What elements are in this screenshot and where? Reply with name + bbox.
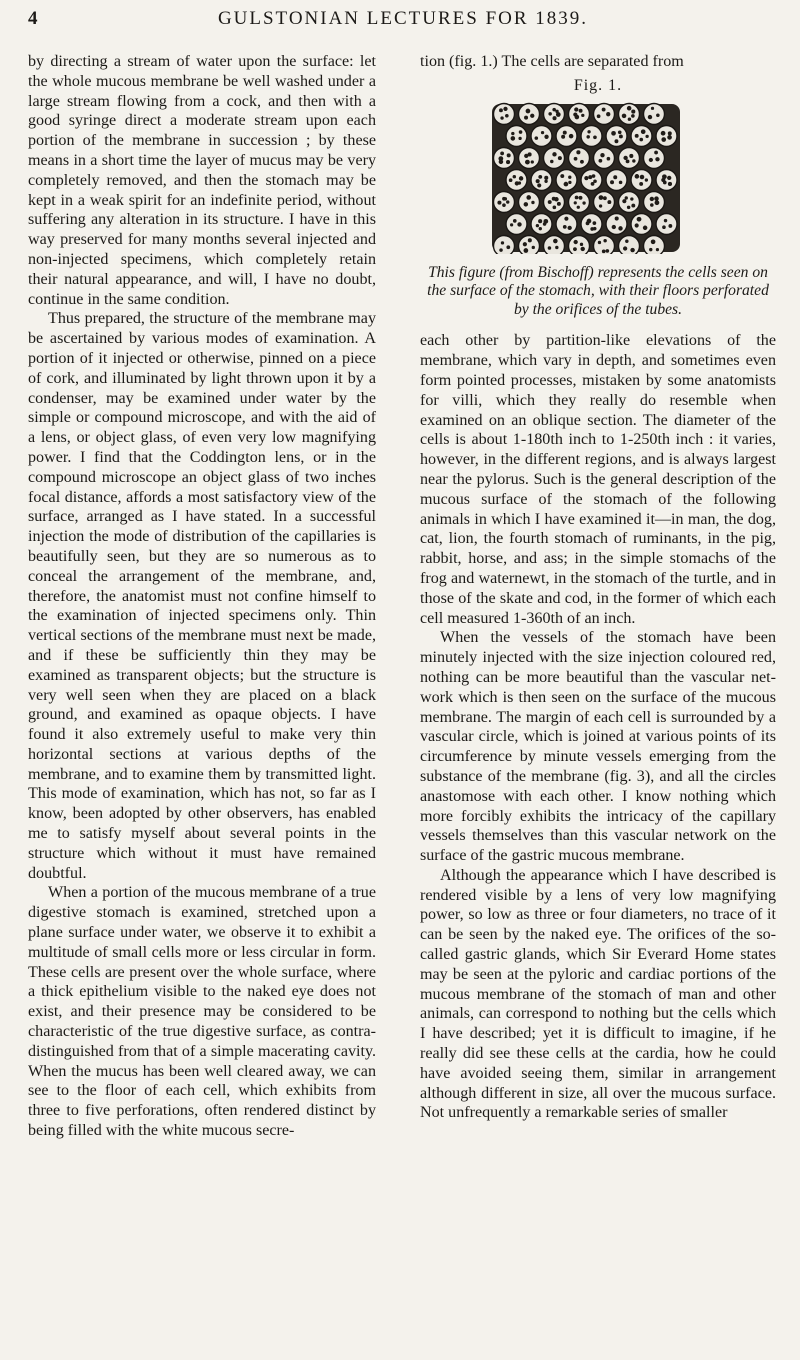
cell-floor-perforation — [598, 240, 601, 243]
cell-floor-perforation — [650, 196, 654, 200]
cell-floor-perforation — [603, 196, 607, 200]
cell-floor-perforation — [587, 218, 592, 223]
cell-floor-perforation — [648, 114, 652, 118]
cell-floor-perforation — [639, 137, 643, 141]
gastric-cell — [594, 103, 615, 124]
cell-floor-perforation — [580, 242, 583, 245]
cell-floor-perforation — [539, 227, 542, 230]
cell-floor-perforation — [668, 224, 672, 228]
cell-floor-perforation — [511, 131, 514, 134]
cell-floor-perforation — [639, 182, 643, 186]
gastric-cell — [594, 147, 615, 168]
gastric-cell — [644, 103, 665, 124]
cell-floor-perforation — [579, 195, 583, 199]
cell-floor-perforation — [574, 239, 578, 243]
cell-floor-perforation — [531, 200, 534, 203]
gastric-cell — [519, 191, 540, 212]
cell-floor-perforation — [588, 175, 592, 179]
cell-floor-perforation — [510, 223, 513, 226]
cell-floor-perforation — [573, 247, 577, 251]
cell-floor-perforation — [649, 248, 652, 251]
gastric-cell — [506, 213, 527, 234]
cell-floor-perforation — [538, 219, 542, 223]
gastric-cell — [656, 169, 677, 190]
cell-floor-perforation — [607, 200, 611, 204]
cell-floor-perforation — [630, 197, 633, 200]
cell-floor-perforation — [667, 175, 671, 179]
cell-floor-perforation — [592, 174, 596, 178]
cell-floor-perforation — [563, 225, 567, 229]
cell-floor-perforation — [651, 239, 656, 244]
gastric-cell — [494, 103, 515, 124]
cell-floor-perforation — [528, 152, 532, 156]
cell-floor-perforation — [528, 238, 532, 242]
cell-floor-perforation — [627, 106, 632, 111]
cell-floor-perforation — [579, 108, 583, 112]
gastric-cell — [631, 213, 652, 234]
cell-floor-perforation — [577, 205, 580, 208]
cell-floor-perforation — [530, 113, 534, 117]
cell-floor-perforation — [544, 175, 548, 179]
gastric-cell — [606, 169, 627, 190]
cell-floor-perforation — [603, 239, 606, 242]
gastric-cell — [494, 147, 515, 168]
cell-floor-perforation — [548, 200, 552, 204]
cell-floor-perforation — [538, 175, 542, 179]
paragraph: When the vessels of the stomach have been minutely injected with the size injection coloured red, nothing can be more beautiful than the vascular net-work which is then seen on the surface of the mucous membrane. The margin of each cell is surrounded by a vascular circle, which is joined at various points of its circumference by minute vessels emerging from the substance of the membrane (fig. 3), and all the circles anastomose with each other. I know nothing which more forcibly exhibits the intricacy of the capillary vessels themselves than this vascular network on the surface of the gastric mucous membrane. — [420, 629, 776, 865]
cell-floor-perforation — [581, 113, 584, 116]
cell-floor-perforation — [536, 179, 540, 183]
cell-floor-perforation — [637, 216, 642, 221]
cell-floor-perforation — [610, 180, 614, 184]
cell-floor-perforation — [544, 134, 548, 138]
cell-floor-perforation — [586, 135, 589, 138]
cell-floor-perforation — [656, 113, 660, 117]
gastric-cell — [619, 235, 640, 254]
gastric-cell — [581, 169, 602, 190]
cell-floor-perforation — [552, 116, 556, 120]
cell-floor-perforation — [655, 157, 659, 161]
page-header — [28, 8, 778, 38]
gastric-cell — [569, 191, 590, 212]
cell-floor-perforation — [593, 135, 597, 139]
cell-floor-perforation — [523, 242, 527, 246]
running-title: GULSTONIAN LECTURES FOR 1839. — [217, 8, 589, 29]
cell-floor-perforation — [625, 196, 628, 199]
gastric-cell — [594, 191, 615, 212]
cell-floor-perforation — [519, 176, 523, 180]
cell-floor-perforation — [627, 205, 630, 208]
cell-floor-perforation — [555, 245, 558, 248]
gastric-cell — [544, 191, 565, 212]
cell-floor-perforation — [517, 222, 521, 226]
gastric-cell — [631, 169, 652, 190]
cell-floor-perforation — [568, 175, 571, 178]
cell-floor-perforation — [536, 224, 539, 227]
gastric-cell — [519, 235, 540, 254]
cell-floor-perforation — [602, 249, 606, 253]
cell-floor-perforation — [641, 129, 646, 134]
cell-floor-perforation — [615, 216, 619, 220]
cell-floor-perforation — [597, 114, 601, 118]
cell-floor-perforation — [506, 245, 510, 249]
cell-floor-perforation — [612, 224, 616, 228]
cell-floor-perforation — [575, 195, 579, 199]
cell-floor-perforation — [662, 225, 666, 229]
cell-floor-perforation — [623, 155, 627, 159]
cell-floor-perforation — [606, 249, 610, 253]
cell-floor-perforation — [558, 156, 562, 160]
cell-floor-perforation — [553, 238, 558, 243]
cell-floor-perforation — [497, 200, 501, 204]
gastric-cell — [606, 125, 627, 146]
cell-floor-perforation — [563, 130, 567, 134]
figure-gastric-cells — [490, 102, 682, 254]
cell-floor-perforation — [651, 106, 654, 109]
gastric-cell — [531, 213, 552, 234]
cell-floor-perforation — [526, 108, 531, 113]
cell-floor-perforation — [619, 134, 623, 138]
cell-floor-perforation — [614, 139, 618, 143]
cell-floor-perforation — [532, 245, 535, 248]
cell-floor-perforation — [574, 156, 578, 160]
cell-floor-perforation — [581, 246, 585, 250]
cell-floor-perforation — [591, 182, 595, 186]
figure-label: Fig. 1. — [573, 76, 623, 94]
cell-floor-perforation — [632, 159, 635, 162]
gastric-cell — [544, 103, 565, 124]
cell-floor-perforation — [519, 130, 523, 134]
cell-floor-perforation — [599, 204, 602, 207]
gastric-cell — [581, 125, 602, 146]
cell-floor-perforation — [544, 179, 547, 182]
cell-floor-perforation — [553, 205, 557, 209]
cell-floor-perforation — [640, 174, 645, 179]
gastric-cell — [644, 191, 665, 212]
gastric-cell — [581, 213, 602, 234]
cell-floor-perforation — [574, 201, 577, 204]
cell-floor-perforation — [618, 130, 622, 134]
cell-floor-perforation — [600, 153, 604, 157]
cell-floor-perforation — [507, 153, 511, 157]
gastric-cell — [619, 147, 640, 168]
cell-floor-perforation — [525, 159, 530, 164]
gastric-cell — [656, 125, 677, 146]
gastric-cell — [531, 169, 552, 190]
cell-floor-perforation — [537, 183, 541, 187]
gastric-cell — [631, 125, 652, 146]
gastric-cell — [506, 125, 527, 146]
cell-floor-perforation — [576, 150, 580, 154]
cell-floor-perforation — [543, 219, 548, 224]
cell-floor-perforation — [593, 221, 597, 225]
cell-floor-perforation — [568, 225, 572, 229]
cell-floor-perforation — [500, 151, 504, 155]
cell-floor-perforation — [501, 241, 504, 244]
cell-floor-perforation — [649, 157, 653, 161]
gastric-cell — [556, 213, 577, 234]
cell-floor-perforation — [629, 154, 633, 158]
paragraph: by directing a stream of water upon the surface: let the whole mucous membrane be well washed under a large stream flowing from a cock, and then with a good syringe direct a moderate stream upon each portion of the membrane in succession ; by these means in a short time the layer of mucus may be very completely removed, and then the stomach may be kept in a weak spirit for an indefinite period, without suffering any alteration in its structure. I have in this way preserved for many months several injected and non-injected specimens, which completely retain their natural appearance, and will, I have no doubt, continue in the same condition. — [28, 53, 376, 308]
cell-floor-perforation — [622, 113, 627, 118]
cell-floor-perforation — [548, 246, 552, 250]
cell-floor-perforation — [568, 180, 571, 183]
cell-floor-perforation — [541, 131, 544, 134]
gastric-cell — [556, 125, 577, 146]
cell-floor-perforation — [606, 112, 610, 116]
gastric-cell — [544, 235, 565, 254]
cell-floor-perforation — [625, 239, 628, 242]
cell-floor-perforation — [668, 131, 672, 135]
cell-floor-perforation — [655, 200, 660, 205]
cell-floor-perforation — [513, 219, 517, 223]
cell-floor-perforation — [645, 178, 648, 181]
cell-floor-perforation — [654, 196, 659, 201]
cell-floor-perforation — [602, 107, 606, 111]
cell-floor-perforation — [622, 199, 626, 203]
cell-floor-perforation — [584, 176, 588, 180]
gastric-cell — [569, 103, 590, 124]
cell-floor-perforation — [499, 248, 502, 251]
cell-floor-perforation — [524, 248, 529, 253]
cell-floor-perforation — [515, 181, 519, 185]
cell-floor-perforation — [509, 178, 513, 182]
gastric-cell — [619, 191, 640, 212]
gastric-cell — [569, 235, 590, 254]
cell-floor-perforation — [643, 225, 648, 230]
gastric-cell — [494, 235, 515, 254]
cell-floor-perforation — [664, 219, 667, 222]
gastric-cell — [656, 213, 677, 234]
cell-floor-perforation — [619, 180, 623, 184]
cell-floor-perforation — [650, 203, 654, 207]
cell-floor-perforation — [631, 114, 635, 118]
gastric-cell — [644, 147, 665, 168]
cell-floor-perforation — [500, 116, 503, 119]
page-number: 4 — [28, 8, 40, 29]
cell-floor-perforation — [635, 223, 639, 227]
cell-floor-perforation — [560, 174, 564, 178]
gastric-cell — [519, 147, 540, 168]
cell-floor-perforation — [607, 157, 611, 161]
cell-floor-perforation — [502, 203, 506, 207]
cell-floor-perforation — [498, 156, 503, 161]
cell-floor-perforation — [590, 227, 594, 231]
paragraph: Although the appearance which I have described is rendered visible by a lens of very low magnifying power, so low as three or four diameters, no trace of it can be seen by the naked eye. The orifices of the so-called gastric glands, which Sir Everard Home states may be seen at the pyloric and cardiac portions of the mucous membrane of the stomach of man and other animals, can correspond to nothing but the cells which I have described; yet it is difficult to imagine, if he really did see these cells at the cardia, how he could have avoided seeing them, similar in arrangement although different in size, all over the mucous surface. Not unfrequently a remarkable series of smaller — [420, 866, 776, 1122]
cell-floor-perforation — [552, 152, 556, 156]
cell-floor-perforation — [580, 159, 584, 163]
gastric-cell — [644, 235, 665, 254]
cell-floor-perforation — [554, 197, 558, 201]
cell-floor-perforation — [526, 195, 531, 200]
cell-floor-perforation — [555, 109, 558, 112]
cell-floor-perforation — [550, 159, 553, 162]
cell-floor-perforation — [531, 160, 534, 163]
cell-floor-perforation — [513, 175, 516, 178]
cell-floor-perforation — [618, 226, 622, 230]
cell-floor-perforation — [524, 115, 528, 119]
cell-floor-perforation — [504, 197, 507, 200]
paragraph: Thus prepared, the structure of the membrane may be ascertained by various modes of examination. A portion of it injected or otherwise, pinned on a piece of cork, and illuminated by light thrown upon it by a condenser, may be examined under water by the simple or compound microscope, and with the aid of a lens, or object glass, of even very low magnifying power. I find that the Coddington lens, or in the compound microscope an object glass of two inches focal distance, affords a most satisfactory view of the surface, arranged as I have stated. In a successful injection the mode of distribution of the capillaries is beautifully seen, but they are so numerous as to conceal the arrangement of the membrane, and, therefore, the anatomist must not confine himself to the examination of injected specimens only. Thin vertical sections of the membrane must next be made, and if these be sufficiently thin they may be examined as transparent objects; but the structure is very well seen when they are placed on a black ground, and examined as opaque objects. I have found it also extremely useful to make very thin horizontal sections at various depths of the membrane, and to examine them by transmitted light. This mode of examination, which has not, so far as I know, been adopted by other observers, has enabled me to satisfy myself about several points in the structure which without it must have remained doubtful. — [28, 310, 376, 882]
right-column — [420, 52, 776, 1123]
cell-floor-perforation — [599, 158, 603, 162]
cell-floor-perforation — [587, 130, 590, 133]
figure-caption: This figure (from Bischoff) represents the cells seen on the surface of the stomach, with their floors perforated by the orifices of the tubes. — [427, 263, 769, 318]
cell-floor-perforation — [661, 137, 666, 142]
cell-floor-perforation — [654, 150, 658, 154]
cell-floor-perforation — [561, 134, 565, 138]
cell-floor-perforation — [628, 117, 631, 120]
cell-floor-perforation — [511, 136, 516, 141]
cell-floor-perforation — [518, 136, 521, 139]
cell-floor-perforation — [569, 133, 574, 138]
cell-floor-perforation — [630, 247, 634, 251]
cell-floor-perforation — [574, 107, 578, 111]
cell-floor-perforation — [535, 136, 539, 140]
gastric-cell — [494, 191, 515, 212]
cell-floor-perforation — [656, 248, 659, 251]
cell-floor-perforation — [662, 174, 667, 179]
cell-floor-perforation — [548, 112, 551, 115]
cell-floor-perforation — [623, 246, 627, 250]
cell-floor-perforation — [524, 202, 529, 207]
cell-floor-perforation — [611, 131, 616, 136]
cell-floor-perforation — [631, 109, 635, 113]
cell-floor-perforation — [626, 159, 630, 163]
paragraph: each other by partition-like elevations of the membrane, which vary in depth, and sometimes even form pointed processes, mistaken by some anatomists for villi, which they really do resemble when examined on an oblique section. The diameter of the cells is about 1-180th inch to 1-250th inch : it varies, however, in the different regions, and is always largest near the pylorus. Such is the general description of the mucous surface of the stomach of the following animals in which I have examined it—in man, the dog, cat, lion, the fourth stomach of ruminants, in the pig, rabbit, horse, and ass; in the simple stomachs of the frog and waternewt, in the stomach of the turtle, and in those of the skate and cod, in the former of which each cell measured 1-360th of an inch. — [420, 332, 776, 627]
paragraph: When a portion of the mucous membrane of a true digestive stomach is examined, stretched upon a plane surface under water, we observe it to exhibit a multitude of small cells more or less circular in form. These cells are present over the whole surface, where a thick epithelium visible to the naked eye does not exist, and their presence may be considered to be characteristic of the true digestive surface, as contra-distinguished from that of a simple macerating cavity. When the mucus has been well cleared away, we can see to the floor of each cell, which exhibits from three to five perforations, often rendered distinct by being filled with the white mucous secre- — [28, 884, 376, 1140]
left-column — [28, 52, 376, 1141]
cell-floor-perforation — [667, 135, 672, 140]
cell-floor-perforation — [564, 181, 569, 186]
cell-floor-perforation — [505, 114, 509, 118]
cell-floor-perforation — [613, 175, 617, 179]
gastric-cell — [531, 125, 552, 146]
cell-floor-perforation — [557, 201, 561, 205]
cell-floor-perforation — [503, 106, 507, 110]
cell-floor-perforation — [573, 112, 577, 116]
paragraph: tion (fig. 1.) The cells are separated from — [420, 53, 684, 70]
gastric-cell — [519, 103, 540, 124]
cell-floor-perforation — [506, 160, 510, 164]
cell-floor-perforation — [668, 181, 672, 185]
cell-floor-perforation — [635, 134, 639, 138]
cell-floor-perforation — [631, 203, 635, 207]
cell-floor-perforation — [635, 174, 640, 179]
cell-floor-perforation — [582, 201, 585, 204]
cell-floor-perforation — [499, 108, 503, 112]
cell-floor-perforation — [661, 130, 666, 135]
gastric-cell — [556, 169, 577, 190]
cell-floor-perforation — [564, 216, 568, 220]
cell-floor-perforation — [506, 200, 509, 203]
cell-floor-perforation — [599, 195, 604, 200]
cell-floor-perforation — [645, 134, 648, 137]
